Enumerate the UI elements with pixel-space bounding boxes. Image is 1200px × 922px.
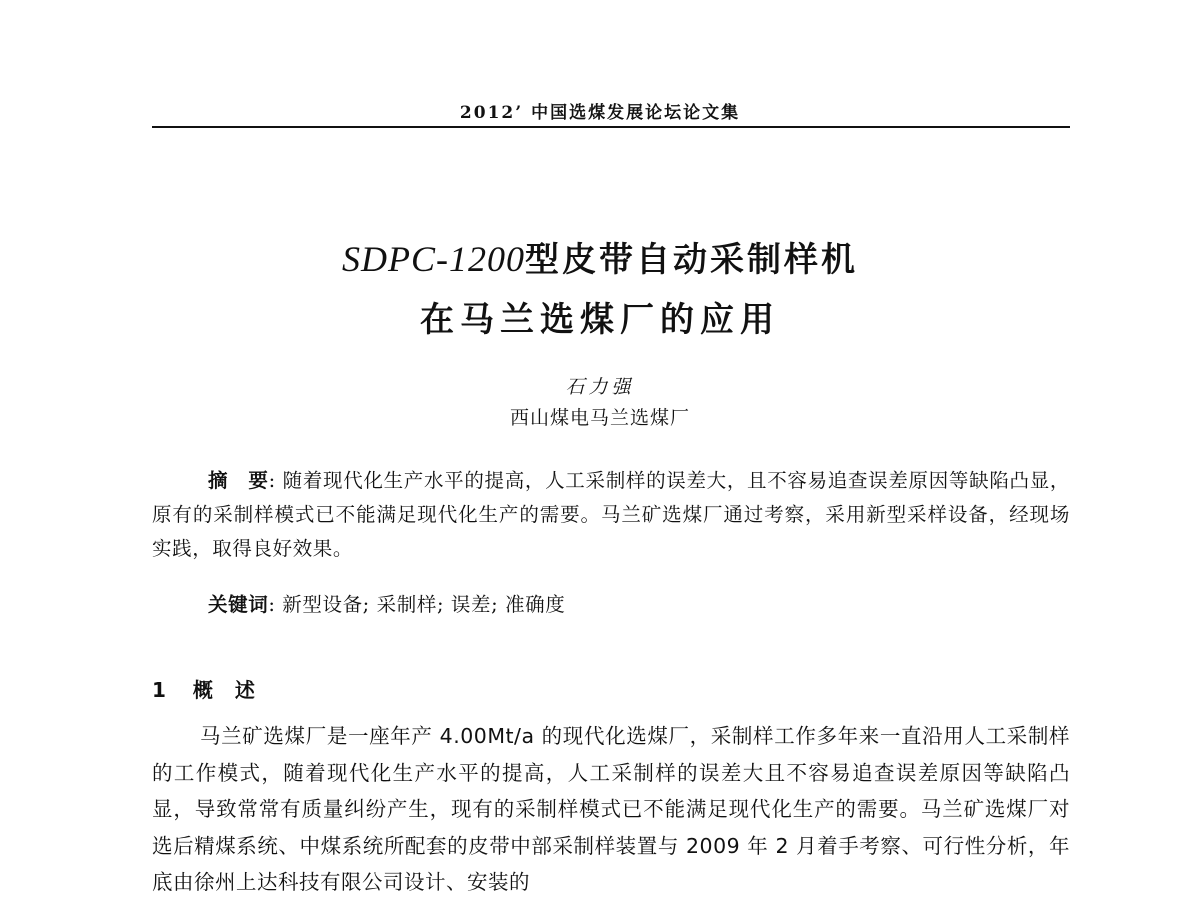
body-paragraph: 马兰矿选煤厂是一座年产 4.00Mt/a 的现代化选煤厂，采制样工作多年来一直沿用人工采制样的工作模式，随着现代化生产水平的提高，人工采制样的误差大且不容易追查误差原因等缺陷凸显，导致常常有质量纠纷产生，现有的采制样模式已不能满足现代化生产的需要。马兰矿选煤厂对选后精煤系统、中煤系统所配套的皮带中部采制样装置与 2009 年 2 月着手考察、可行性分析，年底由徐州上达科技有限公司设计、安装的 xyxy=(152,724,1070,894)
abstract xyxy=(152,464,1070,566)
keywords-text: : 新型设备; 采制样; 误差; 准确度 xyxy=(268,593,566,616)
author-name: 石力强 xyxy=(565,376,635,398)
header-rule xyxy=(152,126,1070,128)
title-line-1-text: 型皮带自动采制样机 xyxy=(525,240,858,280)
section-title: 概 述 xyxy=(192,678,256,702)
paper-title-line-1 xyxy=(0,232,1200,281)
abstract-label: 摘 要 xyxy=(208,469,269,492)
title-model-number: SDPC-1200 xyxy=(342,239,525,279)
keywords xyxy=(208,589,565,617)
section-number: 1 xyxy=(152,678,167,702)
author-affiliation: 西山煤电马兰选煤厂 xyxy=(509,407,690,429)
keywords-label: 关键词 xyxy=(208,593,269,616)
running-header: 2012’ 中国选煤发展论坛论文集 xyxy=(459,103,741,123)
paper-title-line-2: 在马兰选煤厂的应用 xyxy=(420,300,780,340)
section-heading xyxy=(152,674,256,703)
abstract-text: : 随着现代化生产水平的提高，人工采制样的误差大，且不容易追查误差原因等缺陷凸显，原有的采制样模式已不能满足现代化生产的需要。马兰矿选煤厂通过考察，采用新型采样设备，经现场实践，取得良好效果。 xyxy=(152,469,1070,560)
